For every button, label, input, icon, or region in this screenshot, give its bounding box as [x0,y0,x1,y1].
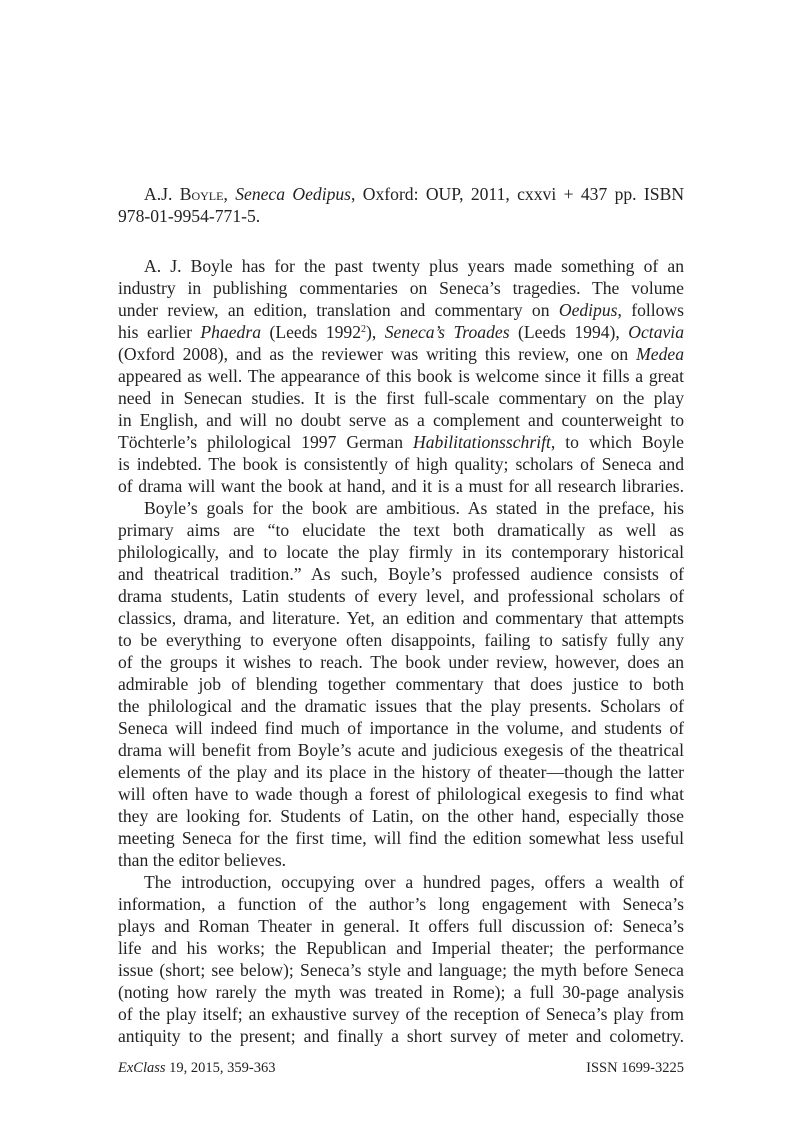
text-segment: issue (short; see below); Seneca’s style and language; the myth before Seneca [118,960,684,980]
text-segment: Töchterle’s philological 1997 German [118,432,414,452]
text-line [118,937,684,959]
text-line [118,871,684,893]
text-segment: under review, an edition, translation and commentary on [118,300,559,320]
text-segment: Boyle [179,184,224,204]
text-segment: Phaedra [200,322,261,342]
text-segment: Seneca Oedipus [235,184,352,204]
text-line [118,1003,684,1025]
text-line [118,629,684,651]
text-segment: will often have to wade though a forest of philological exegesis to find what [118,784,684,804]
text-segment: ), [366,322,385,342]
text-segment: Seneca’s Troades [384,322,510,342]
text-segment: the philological and the dramatic issues that the play presents. Scholars of [118,696,684,716]
text-line [118,365,684,387]
header-line [118,205,684,227]
text-segment: than the editor believes. [118,850,287,870]
text-segment: Oedipus [558,300,618,320]
text-segment: life and his works; the Republican and Imperial theater; the performance [118,938,684,958]
text-line [118,717,684,739]
footer-citation [118,1060,276,1077]
paragraph [118,497,684,871]
text-line [118,607,684,629]
review-body [118,255,684,1047]
text-segment: drama will benefit from Boyle’s acute and judicious exegesis of the theatrical [118,740,684,760]
text-line [118,541,684,563]
text-segment: they are looking for. Students of Latin, on the other hand, especially those [118,806,684,826]
journal-volume: 19, 2015, 359-363 [165,1060,276,1076]
journal-name: ExClass [118,1060,166,1076]
text-segment: 2 [361,324,367,335]
text-segment: , Oxford: OUP, 2011, cxxvi + 437 pp. ISBN [351,184,685,204]
text-line [118,651,684,673]
text-segment: is indebted. The book is consistently of high quality; scholars of Seneca and [118,454,684,474]
text-segment: A.J. [144,184,180,204]
text-segment: Seneca will indeed find much of importance in the volume, and students of [118,718,684,738]
text-segment: plays and Roman Theater in general. It offers full discussion of: Seneca’s [118,916,684,936]
text-line [118,805,684,827]
text-line [118,981,684,1003]
text-segment: (noting how rarely the myth was treated in Rome); a full 30-page analysis [118,982,684,1002]
text-segment: A. J. Boyle has for the past twenty plus years made something of an [144,256,684,276]
text-line [118,959,684,981]
text-segment: Medea [636,344,684,364]
text-line [118,409,684,431]
text-line [118,475,684,497]
text-line [118,497,684,519]
text-line [118,1025,684,1047]
text-segment: Octavia [628,322,684,342]
text-segment: of the groups it wishes to reach. The book under review, however, does an [118,652,684,672]
paragraph [118,871,684,1047]
text-segment: elements of the play and its place in the history of theater—though the latter [118,762,684,782]
text-segment: classics, drama, and literature. Yet, an edition and commentary that attempts [118,608,684,628]
text-line [118,387,684,409]
text-segment: , to which Boyle [550,432,684,452]
text-segment: 978-01-9954-771-5. [118,206,261,226]
text-segment: of the play itself; an exhaustive survey of the reception of Seneca’s play from [118,1004,684,1024]
text-segment: (Oxford 2008), and as the reviewer was writing this review, one on [118,344,637,364]
text-segment: primary aims are “to elucidate the text both dramatically as well as [118,520,684,540]
text-line [118,739,684,761]
text-line [118,453,684,475]
text-line [118,585,684,607]
text-line [118,519,684,541]
text-line [118,783,684,805]
text-line [118,343,684,365]
text-segment: philologically, and to locate the play firmly in its contemporary historical [118,542,684,562]
text-segment: Boyle’s goals for the book are ambitious. As stated in the preface, his [144,498,684,518]
text-segment: appeared as well. The appearance of this book is welcome since it fills a great [118,366,684,386]
text-segment: (Leeds 1994), [509,322,629,342]
text-line [118,849,684,871]
text-segment: Habilitationsschrift [413,432,551,452]
text-line [118,761,684,783]
text-line [118,299,684,321]
text-segment: information, a function of the author’s long engagement with Seneca’s [118,894,684,914]
review-header [118,183,684,227]
text-line [118,695,684,717]
text-line [118,431,684,453]
text-line [118,277,684,299]
text-segment: antiquity to the present; and finally a short survey of meter and colometry. [118,1026,684,1046]
paragraph [118,255,684,497]
text-segment: admirable job of blending together commentary that does justice to both [118,674,684,694]
text-line [118,563,684,585]
text-segment: industry in publishing commentaries on Seneca’s tragedies. The volume [118,278,684,298]
header-line [118,183,684,205]
page-footer [118,1060,684,1077]
text-segment: The introduction, occupying over a hundred pages, offers a wealth of [144,872,684,892]
footer-issn: ISSN 1699-3225 [586,1060,684,1076]
text-segment: of drama will want the book at hand, and it is a must for all research libraries. [118,476,684,496]
text-segment: , [223,184,236,204]
text-segment: , follows [617,300,685,320]
text-line [118,893,684,915]
text-segment: need in Senecan studies. It is the first full-scale commentary on the play [118,388,684,408]
text-segment: his earlier [118,322,201,342]
text-segment: in English, and will no doubt serve as a complement and counterweight to [118,410,684,430]
text-segment: to be everything to everyone often disappoints, failing to satisfy fully any [118,630,684,650]
text-line [118,827,684,849]
text-segment: meeting Seneca for the first time, will find the edition somewhat less useful [118,828,684,848]
text-line [118,321,684,343]
text-segment: (Leeds 1992 [261,322,362,342]
text-line [118,255,684,277]
text-line [118,673,684,695]
text-line [118,915,684,937]
text-segment: drama students, Latin students of every level, and professional scholars of [118,586,684,606]
text-segment: and theatrical tradition.” As such, Boyle’s professed audience consists of [118,564,684,584]
